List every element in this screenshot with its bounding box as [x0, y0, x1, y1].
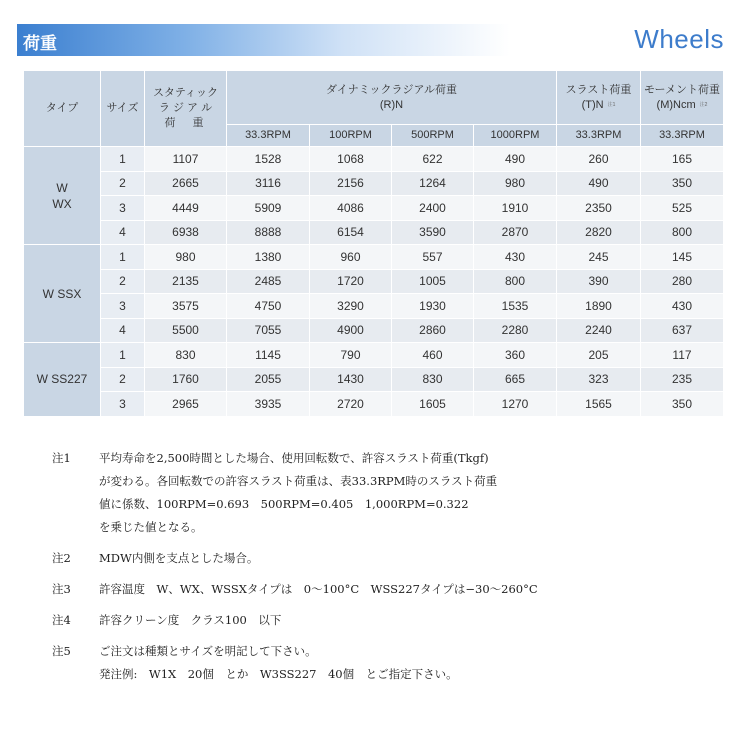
value-cell: 1605 — [392, 392, 474, 417]
type-group-cell — [24, 343, 101, 417]
value-cell: 1270 — [474, 392, 557, 417]
note-line: 許容クリーン度 クラス100 以下 — [99, 613, 282, 627]
value-cell: 2665 — [145, 171, 227, 196]
header-static-line3: 荷 重 — [164, 117, 207, 129]
note-line: 許容温度 W、WX、WSSXタイプは 0〜100°C WSS227タイプは−30〜260°C — [99, 582, 538, 596]
value-cell: 3935 — [227, 392, 310, 417]
value-cell: 350 — [641, 171, 724, 196]
value-cell: 1068 — [310, 147, 392, 172]
value-cell: 830 — [392, 367, 474, 392]
note-line: ご注文は種類とサイズを明記して下さい。 — [99, 644, 317, 658]
value-cell: 2055 — [227, 367, 310, 392]
value-cell: 430 — [474, 245, 557, 270]
header-moment-note: 注2 — [699, 101, 708, 108]
subheader-rpm: 33.3RPM — [227, 125, 310, 147]
value-cell: 2485 — [227, 269, 310, 294]
value-cell: 6154 — [310, 220, 392, 245]
value-cell: 1910 — [474, 196, 557, 221]
header-static-radial — [145, 71, 227, 147]
value-cell: 3290 — [310, 294, 392, 319]
value-cell: 2156 — [310, 171, 392, 196]
note-label: 注1 — [52, 451, 71, 465]
subheader-rpm: 500RPM — [392, 125, 474, 147]
value-cell: 1430 — [310, 367, 392, 392]
type-label: W SSX — [42, 286, 82, 301]
notes-section — [52, 447, 732, 686]
value-cell: 360 — [474, 343, 557, 368]
size-cell: 1 — [101, 147, 145, 172]
header-dynamic-line1: ダイナミックラジアル荷重 — [325, 83, 458, 96]
value-cell: 3590 — [392, 220, 474, 245]
value-cell: 1264 — [392, 171, 474, 196]
value-cell: 245 — [557, 245, 641, 270]
subheader-rpm: 1000RPM — [474, 125, 557, 147]
value-cell: 2280 — [474, 318, 557, 343]
value-cell: 350 — [641, 392, 724, 417]
value-cell: 1145 — [227, 343, 310, 368]
table-body — [24, 147, 724, 417]
size-cell: 3 — [101, 392, 145, 417]
note-item — [52, 547, 732, 570]
value-cell: 235 — [641, 367, 724, 392]
size-cell: 2 — [101, 269, 145, 294]
value-cell: 800 — [474, 269, 557, 294]
value-cell: 1760 — [145, 367, 227, 392]
note-line: が変わる。各回転数での許容スラスト荷重は、表33.3RPM時のスラスト荷重 — [99, 474, 498, 488]
size-cell: 1 — [101, 343, 145, 368]
value-cell: 4750 — [227, 294, 310, 319]
value-cell: 6938 — [145, 220, 227, 245]
value-cell: 2400 — [392, 196, 474, 221]
value-cell: 3116 — [227, 171, 310, 196]
note-spacer — [52, 570, 732, 578]
value-cell: 2135 — [145, 269, 227, 294]
value-cell: 980 — [474, 171, 557, 196]
header-static-line1: スタティック — [152, 87, 219, 99]
size-cell: 2 — [101, 171, 145, 196]
table-row — [24, 367, 724, 392]
type-label: W SS227 — [36, 372, 88, 387]
value-cell: 790 — [310, 343, 392, 368]
value-cell: 7055 — [227, 318, 310, 343]
header-thrust — [557, 71, 641, 125]
value-cell: 1890 — [557, 294, 641, 319]
value-cell: 165 — [641, 147, 724, 172]
header-size: サイズ — [101, 71, 145, 147]
value-cell: 800 — [641, 220, 724, 245]
value-cell: 2720 — [310, 392, 392, 417]
note-line: MDW内側を支点とした場合。 — [99, 551, 259, 565]
value-cell: 2350 — [557, 196, 641, 221]
note-label: 注3 — [52, 582, 71, 596]
note-label: 注5 — [52, 644, 71, 658]
value-cell: 1535 — [474, 294, 557, 319]
value-cell: 460 — [392, 343, 474, 368]
header-type: タイプ — [24, 71, 101, 147]
value-cell: 980 — [145, 245, 227, 270]
table-row — [24, 269, 724, 294]
value-cell: 2965 — [145, 392, 227, 417]
value-cell: 323 — [557, 367, 641, 392]
value-cell: 1107 — [145, 147, 227, 172]
note-line: 平均寿命を2,500時間とした場合、使用回転数で、許容スラスト荷重(Tkgf) — [99, 451, 489, 465]
size-cell: 1 — [101, 245, 145, 270]
value-cell: 4086 — [310, 196, 392, 221]
type-label: WX — [52, 196, 72, 211]
value-cell: 280 — [641, 269, 724, 294]
table-row — [24, 196, 724, 221]
note-line: 値に係数、100RPM=0.693 500RPM=0.405 1,000RPM=0.322 — [99, 497, 469, 511]
table-row — [24, 147, 724, 172]
note-line: を乗じた値となる。 — [99, 520, 203, 534]
value-cell: 525 — [641, 196, 724, 221]
table-row — [24, 318, 724, 343]
table-row — [24, 171, 724, 196]
size-cell: 2 — [101, 367, 145, 392]
header-dynamic-line2: (R)N — [379, 98, 404, 111]
note-item — [52, 578, 732, 601]
subheader-rpm: 33.3RPM — [557, 125, 641, 147]
note-label: 注4 — [52, 613, 71, 627]
subheader-rpm: 33.3RPM — [641, 125, 724, 147]
value-cell: 4449 — [145, 196, 227, 221]
header-thrust-note: 注1 — [607, 101, 616, 108]
note-item — [52, 609, 732, 632]
size-cell: 4 — [101, 318, 145, 343]
header-thrust-line2: (T)N — [581, 98, 604, 111]
value-cell: 960 — [310, 245, 392, 270]
value-cell: 260 — [557, 147, 641, 172]
value-cell: 145 — [641, 245, 724, 270]
size-cell: 3 — [101, 294, 145, 319]
note-spacer — [52, 601, 732, 609]
value-cell: 2240 — [557, 318, 641, 343]
header-gradient-bar — [17, 24, 577, 56]
note-spacer — [52, 632, 732, 640]
section-header — [17, 24, 730, 56]
value-cell: 1528 — [227, 147, 310, 172]
brand-title: Wheels — [634, 24, 724, 54]
value-cell: 8888 — [227, 220, 310, 245]
value-cell: 622 — [392, 147, 474, 172]
value-cell: 5909 — [227, 196, 310, 221]
value-cell: 490 — [557, 171, 641, 196]
type-group-cell — [24, 245, 101, 343]
header-moment-line2: (M)Ncm — [656, 98, 696, 111]
value-cell: 557 — [392, 245, 474, 270]
header-moment — [641, 71, 724, 125]
header-moment-line1: モーメント荷重 — [643, 83, 720, 96]
value-cell: 1720 — [310, 269, 392, 294]
value-cell: 1930 — [392, 294, 474, 319]
header-static-line2: ラ ジ ア ル — [158, 102, 213, 114]
value-cell: 1565 — [557, 392, 641, 417]
value-cell: 430 — [641, 294, 724, 319]
value-cell: 830 — [145, 343, 227, 368]
header-thrust-line1: スラスト荷重 — [565, 83, 632, 96]
table-row — [24, 220, 724, 245]
size-cell: 4 — [101, 220, 145, 245]
value-cell: 2820 — [557, 220, 641, 245]
value-cell: 117 — [641, 343, 724, 368]
value-cell: 5500 — [145, 318, 227, 343]
subheader-rpm: 100RPM — [310, 125, 392, 147]
header-dynamic-radial — [227, 71, 557, 125]
note-item — [52, 447, 732, 539]
table-row — [24, 392, 724, 417]
load-spec-table — [23, 70, 724, 417]
size-cell: 3 — [101, 196, 145, 221]
value-cell: 1005 — [392, 269, 474, 294]
value-cell: 490 — [474, 147, 557, 172]
table-row — [24, 294, 724, 319]
note-label: 注2 — [52, 551, 71, 565]
value-cell: 2870 — [474, 220, 557, 245]
value-cell: 2860 — [392, 318, 474, 343]
table-row — [24, 245, 724, 270]
section-title: 荷重 — [23, 34, 57, 54]
value-cell: 637 — [641, 318, 724, 343]
type-group-cell — [24, 147, 101, 245]
value-cell: 665 — [474, 367, 557, 392]
note-item — [52, 640, 732, 686]
value-cell: 390 — [557, 269, 641, 294]
note-spacer — [52, 539, 732, 547]
value-cell: 4900 — [310, 318, 392, 343]
note-line: 発注例: W1X 20個 とか W3SS227 40個 とご指定下さい。 — [99, 667, 458, 681]
table-row — [24, 343, 724, 368]
type-label: W — [56, 180, 68, 195]
value-cell: 205 — [557, 343, 641, 368]
value-cell: 3575 — [145, 294, 227, 319]
value-cell: 1380 — [227, 245, 310, 270]
